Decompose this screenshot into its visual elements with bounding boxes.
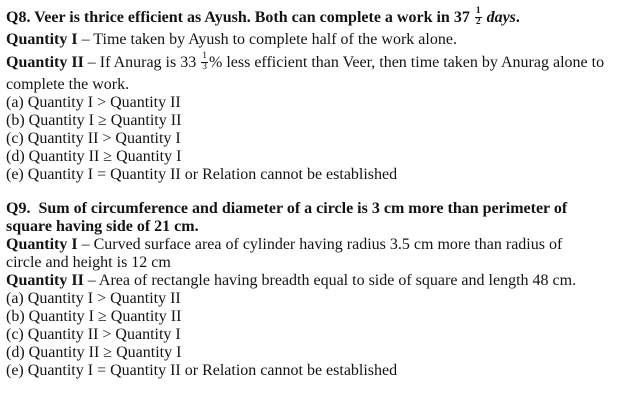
text-line [6, 344, 635, 362]
text-segment: – Time taken by Ayush to complete half of the work alone. [81, 31, 457, 48]
text-line [6, 49, 635, 76]
fraction-denominator: 3 [202, 61, 207, 72]
text-segment: (c) Quantity II > Quantity I [6, 326, 181, 343]
text-line [6, 362, 635, 380]
text-segment: (a) Quantity I > Quantity II [6, 94, 181, 111]
text-segment: Quantity II [6, 54, 88, 71]
text-line [6, 290, 635, 308]
text-segment: days [486, 9, 516, 26]
text-line [6, 236, 635, 254]
text-segment: Q9. Sum of circumference and diameter of a circle is 3 cm more than perimeter of [6, 200, 568, 217]
text-segment: % less efficient than Veer, then time taken by Anurag alone to [208, 54, 605, 71]
text-segment: (e) Quantity I = Quantity II or Relation cannot be established [6, 166, 398, 183]
text-segment: (e) Quantity I = Quantity II or Relation cannot be established [6, 362, 398, 379]
text-line [6, 200, 635, 218]
text-line [6, 31, 635, 49]
text-segment: – Area of rectangle having breadth equal to side of square and length 48 cm. [87, 272, 577, 289]
text-line [6, 148, 635, 166]
text-line [6, 326, 635, 344]
text-segment: – Curved surface area of cylinder having radius 3.5 cm more than radius of [81, 236, 563, 253]
text-line [6, 112, 635, 130]
fraction [475, 7, 482, 28]
fraction-numerator: 1 [202, 50, 207, 61]
text-line [6, 218, 635, 236]
text-line [6, 130, 635, 148]
fraction [201, 52, 208, 73]
text-line [6, 94, 635, 112]
text-segment: (b) Quantity I ≥ Quantity II [6, 112, 182, 129]
text-line [6, 254, 635, 272]
text-segment: Quantity II [6, 272, 88, 289]
text-segment: Quantity I [6, 236, 82, 253]
question-q9 [6, 200, 635, 380]
text-line [6, 308, 635, 326]
text-segment: complete the work. [6, 76, 130, 93]
fraction-denominator: 2 [475, 16, 481, 27]
text-segment: square having side of 21 cm. [6, 218, 199, 235]
text-segment: (b) Quantity I ≥ Quantity II [6, 308, 182, 325]
text-segment: . [515, 9, 520, 26]
text-segment: (d) Quantity II ≥ Quantity I [6, 344, 182, 361]
text-segment: (a) Quantity I > Quantity II [6, 290, 181, 307]
text-line [6, 272, 635, 290]
text-segment: Quantity I [6, 31, 82, 48]
text-line [6, 166, 635, 184]
fraction-numerator: 1 [475, 5, 481, 16]
text-segment: – If Anurag is 33 [87, 54, 201, 71]
text-line [6, 76, 635, 94]
text-segment: circle and height is 12 cm [6, 254, 171, 271]
text-segment: Q8. Veer is thrice efficient as Ayush. Both can complete a work in 37 [6, 9, 474, 26]
text-segment: (d) Quantity II ≥ Quantity I [6, 148, 182, 165]
text-line [6, 4, 635, 31]
question-q8 [6, 4, 635, 184]
text-segment: (c) Quantity II > Quantity I [6, 130, 181, 147]
